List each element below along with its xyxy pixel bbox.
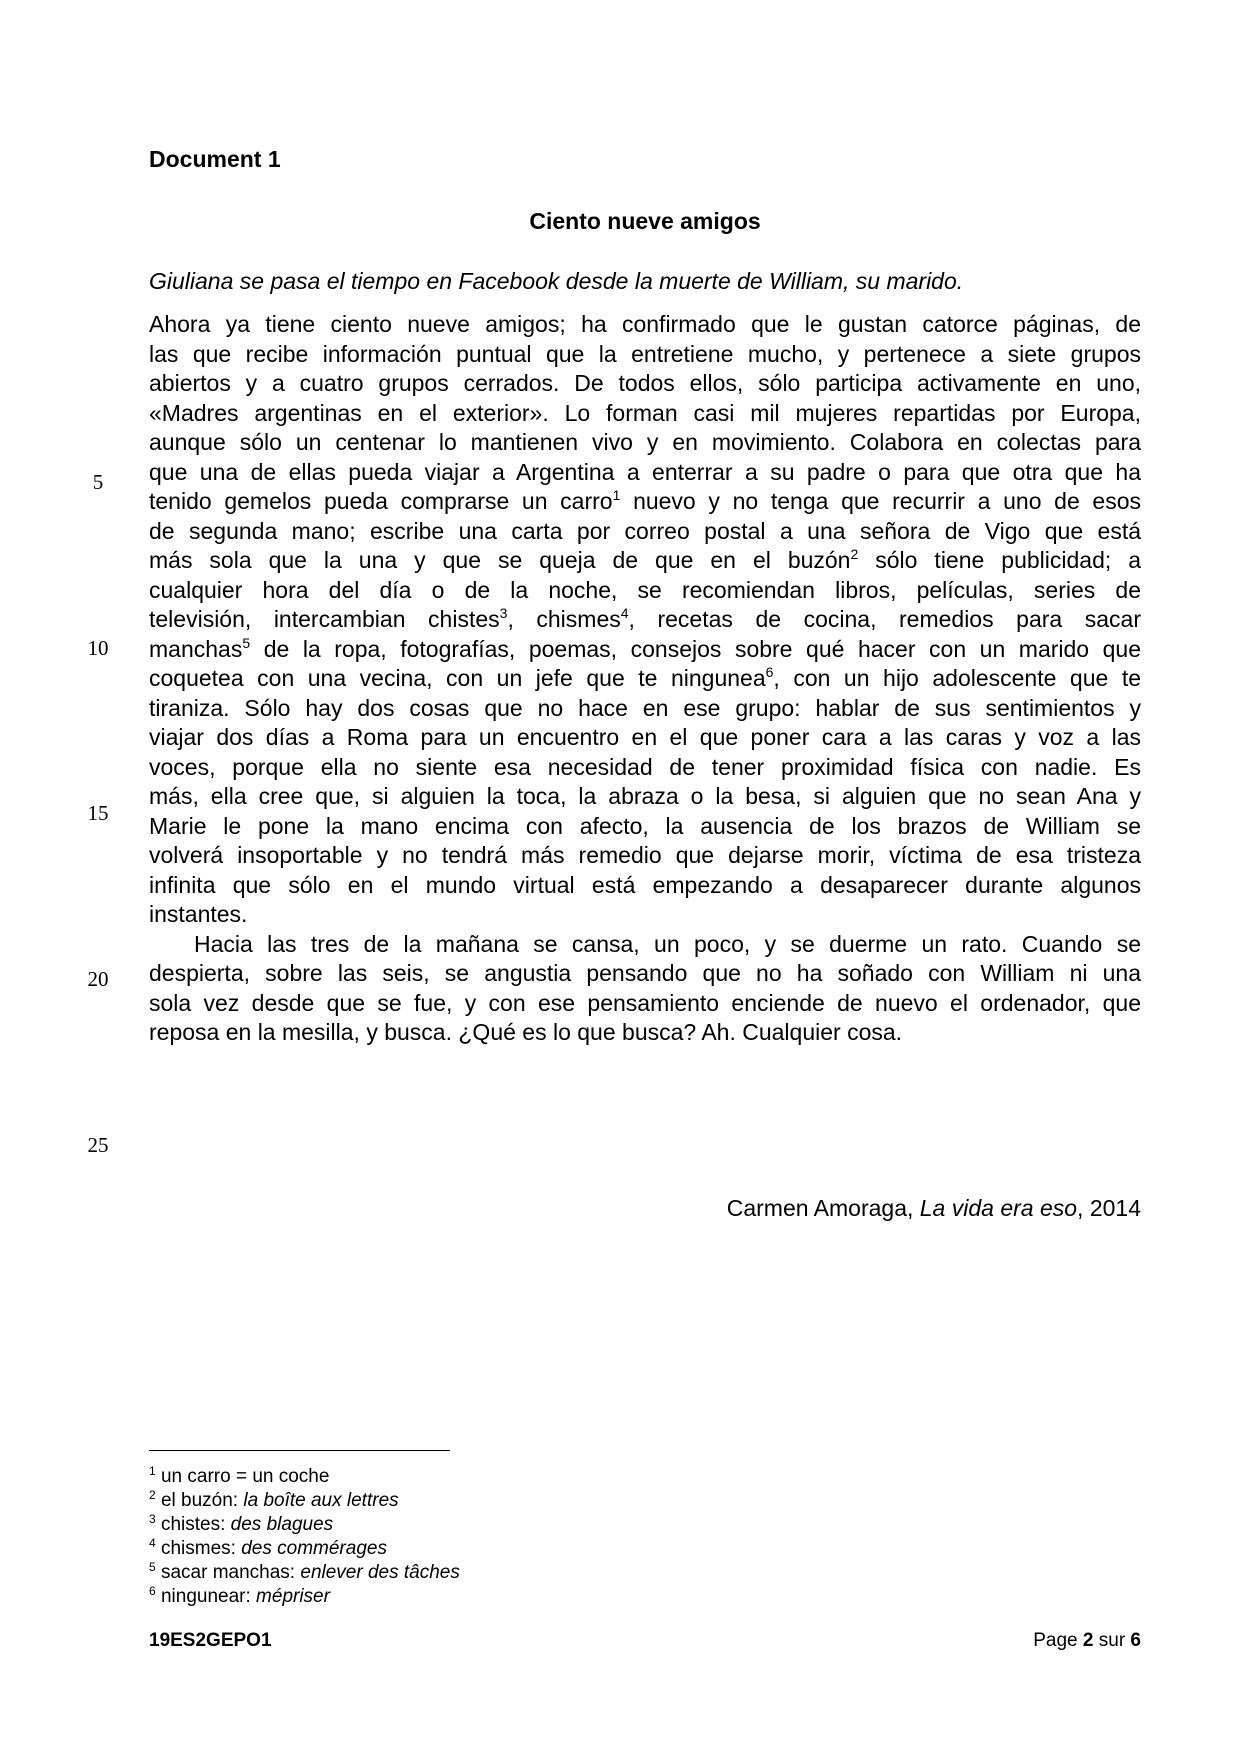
footnote-ref: 2 <box>850 546 859 562</box>
footnote-ref: 6 <box>765 664 774 680</box>
line-number: 5 <box>92 470 104 494</box>
text-line: Hacia las tres de la mañana se cansa, un poco, y se duerme un rato. Cuando se <box>194 931 1141 957</box>
footnote-ref: 4 <box>620 605 629 621</box>
footnote: $^6$ ningunear: mépriser <box>149 1584 330 1607</box>
text-line: Marie le pone la mano encima con afecto, la ausencia de los brazos de William se <box>149 813 1141 839</box>
text-line: instantes. <box>149 901 248 927</box>
exam-code: 19ES2GEPO1 <box>149 1630 272 1651</box>
text-line: televisión, intercambian chistes$^3$, chismes$^4$, recetas de cocina, remedios para sacar <box>149 605 1141 632</box>
text-line: abiertos y a cuatro grupos cerrados. De todos ellos, sólo participa activamente en uno, <box>149 370 1141 396</box>
text-line: tiraniza. Sólo hay dos cosas que no hace en ese grupo: hablar de sus sentimientos y <box>149 695 1141 721</box>
text-line: que una de ellas pueda viajar a Argentina a enterrar a su padre o para que otra que ha <box>149 459 1141 485</box>
text-line: manchas$^5$ de la ropa, fotografías, poemas, consejos sobre qué hacer con un marido que <box>149 635 1142 662</box>
line-number: 10 <box>87 636 109 660</box>
footnotes <box>149 1465 460 1609</box>
text-line: voces, porque ella no siente esa necesidad de tener proximidad física con nadie. Es <box>149 754 1141 780</box>
text-line: Ahora ya tiene ciento nueve amigos; ha confirmado que le gustan catorce páginas, de <box>149 311 1141 337</box>
footnote: $^5$ sacar manchas: enlever des tâches <box>149 1560 460 1583</box>
footnote-ref: 3 <box>499 605 508 621</box>
text-line: las que recibe información puntual que la entretiene mucho, y pertenece a siete grupos <box>149 341 1141 367</box>
page-title: Ciento nueve amigos <box>529 208 761 234</box>
footnote: $^1$ un carro = un coche <box>149 1464 330 1487</box>
footnote: $^2$ el buzón: la boîte aux lettres <box>149 1488 399 1511</box>
footnote-divider <box>149 1450 450 1451</box>
text-line: aunque sólo un centenar lo mantienen vivo y en movimiento. Colabora en colectas para <box>149 429 1141 455</box>
footnote: $^4$ chismes: des commérages <box>149 1536 387 1559</box>
text-line: tenido gemelos pueda comprarse un carro$^1$ nuevo y no tenga que recurrir a uno de esos <box>149 487 1142 514</box>
text-line: reposa en la mesilla, y busca. ¿Qué es lo que busca? Ah. Cualquier cosa. <box>149 1019 903 1045</box>
text-line: de segunda mano; escribe una carta por correo postal a una señora de Vigo que está <box>149 518 1141 544</box>
text-line: «Madres argentinas en el exterior». Lo forman casi mil mujeres repartidas por Europa, <box>149 400 1141 426</box>
text-line: coquetea con una vecina, con un jefe que te ningunea$^6$, con un hijo adolescente que te <box>149 664 1141 691</box>
line-number: 15 <box>87 801 109 825</box>
text-line: cualquier hora del día o de la noche, se recomiendan libros, películas, series de <box>149 577 1141 603</box>
document-label: Document 1 <box>149 146 281 172</box>
source-credit: Carmen Amoraga, La vida era eso, 2014 <box>726 1195 1141 1221</box>
line-number: 20 <box>87 967 109 991</box>
intro-text: Giuliana se pasa el tiempo en Facebook desde la muerte de William, su marido. <box>149 268 964 294</box>
text-line: infinita que sólo en el mundo virtual está empezando a desaparecer durante algunos <box>149 872 1141 898</box>
footnote-ref: 5 <box>242 635 251 651</box>
text-line: volverá insoportable y no tendrá más remedio que dejarse morir, víctima de esa tristeza <box>149 842 1141 868</box>
footnote-ref: 1 <box>612 487 621 503</box>
footnote: $^3$ chistes: des blagues <box>149 1512 334 1535</box>
text-line: sola vez desde que se fue, y con ese pensamiento enciende de nuevo el ordenador, que <box>149 990 1141 1016</box>
text-line: viajar dos días a Roma para un encuentro en el que poner cara a las caras y voz a las <box>149 724 1141 750</box>
text-line: más, ella cree que, si alguien la toca, la abraza o la besa, si alguien que no sean Ana y <box>149 783 1141 809</box>
text-line: más sola que la una y que se queja de que en el buzón$^2$ sólo tiene publicidad; a <box>149 546 1142 573</box>
line-number: 25 <box>87 1133 109 1157</box>
text-line: despierta, sobre las seis, se angustia pensando que no ha soñado con William ni una <box>149 960 1141 986</box>
page-number: Page 2 sur 6 <box>1033 1630 1141 1651</box>
book-title: La vida era eso <box>919 1195 1078 1221</box>
